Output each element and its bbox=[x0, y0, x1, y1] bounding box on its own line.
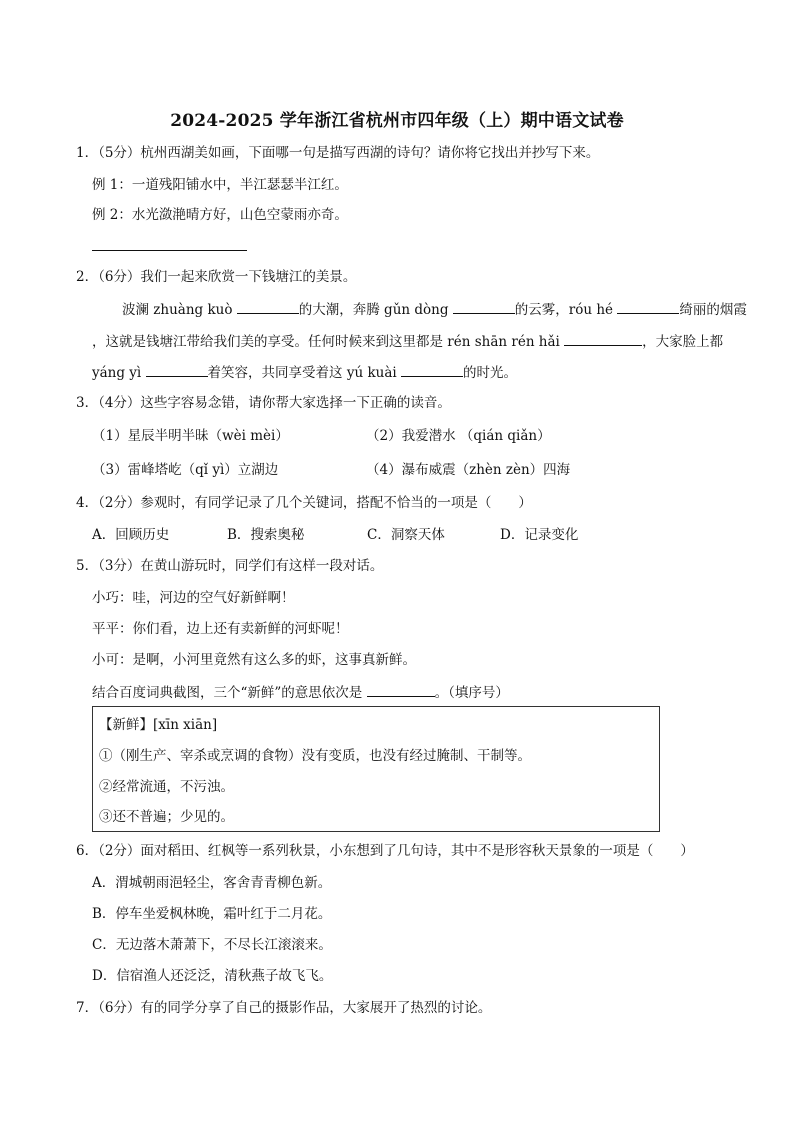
q1-example-2: 例 2：水光潋滟晴方好，山色空蒙雨亦奇。 bbox=[92, 207, 348, 223]
q2-blank-yangyi[interactable] bbox=[146, 362, 208, 377]
q1-example-1: 例 1：一道残阳铺水中，半江瑟瑟半江红。 bbox=[92, 177, 348, 193]
q3-stem: 3．（4分）这些字容易念错，请你帮大家选择一下正确的读音。 bbox=[76, 395, 451, 411]
q2-text: 的云雾，róu hé bbox=[514, 302, 618, 318]
q2-stem: 2．（6分）我们一起来欣赏一下钱塘江的美景。 bbox=[76, 269, 357, 285]
q5-stem: 5．（3分）在黄山游玩时，同学们有这样一段对话。 bbox=[76, 558, 384, 574]
q4-stem: 4．（2分）参观时，有同学记录了几个关键词，搭配不恰当的一项是（ ） bbox=[76, 495, 532, 511]
q2-text: 波澜 zhuàng kuò bbox=[122, 302, 237, 318]
dictionary-box bbox=[92, 706, 660, 832]
q2-text: 的大潮，奔腾 gǔn dòng bbox=[298, 302, 453, 318]
q2-blank-renshanrenhai[interactable] bbox=[564, 331, 642, 346]
q4-choice-a[interactable]: A．回顾历史 bbox=[92, 527, 170, 543]
dictionary-meaning-1: ①（刚生产、宰杀或烹调的食物）没有变质，也没有经过腌制、干制等。 bbox=[99, 748, 531, 764]
q5-question bbox=[92, 682, 509, 702]
q2-text: 着笑容，共同享受着这 yú kuài bbox=[207, 365, 401, 381]
q6-choice-b[interactable]: B．停车坐爱枫林晚，霜叶红于二月花。 bbox=[92, 906, 332, 922]
q5-dialogue-1: 小巧：哇，河边的空气好新鲜啊！ bbox=[92, 590, 295, 606]
q2-blank-rouhe[interactable] bbox=[617, 299, 679, 314]
q6-choice-c[interactable]: C．无边落木萧萧下，不尽长江滚滚来。 bbox=[92, 937, 332, 953]
q5-dialogue-3: 小可：是啊，小河里竟然有这么多的虾，这事真新鲜。 bbox=[92, 652, 416, 668]
q6-choice-d[interactable]: D．信宿渔人还泛泛，清秋燕子故飞飞。 bbox=[92, 968, 333, 984]
q1-answer-line[interactable] bbox=[92, 236, 247, 256]
q2-text: yáng yì bbox=[92, 365, 146, 381]
dictionary-meaning-3: ③还不普遍；少见的。 bbox=[99, 809, 234, 825]
q6-stem: 6．（2分）面对稻田、红枫等一系列秋景，小东想到了几句诗，其中不是形容秋天景象的一项是（ ） bbox=[76, 843, 694, 859]
q2-blank-gundong[interactable] bbox=[453, 299, 515, 314]
q2-passage-line-2 bbox=[92, 331, 723, 351]
q3-option-3: （3）雷峰塔屹（qǐ yì）立湖边 bbox=[92, 462, 279, 478]
q5-text: 结合百度词典截图，三个“新鲜”的意思依次是 bbox=[92, 685, 367, 701]
q2-text: ，大家脸上都 bbox=[642, 334, 724, 350]
dictionary-meaning-2: ②经常流通，不污浊。 bbox=[99, 779, 234, 795]
q2-passage-line-1 bbox=[122, 299, 747, 319]
q3-option-2: （2）我爱潜水 （qián qiǎn） bbox=[366, 428, 551, 444]
q2-text: 绮丽的烟霞 bbox=[679, 302, 747, 318]
q6-choice-a[interactable]: A．渭城朝雨浥轻尘，客舍青青柳色新。 bbox=[92, 875, 332, 891]
q2-blank-yukuai[interactable] bbox=[401, 362, 463, 377]
q1-stem: 1．（5分）杭州西湖美如画，下面哪一句是描写西湖的诗句？请你将它找出并抄写下来。 bbox=[76, 145, 600, 161]
q2-text: 的时光。 bbox=[462, 365, 517, 381]
exam-title: 2024-2025 学年浙江省杭州市四年级（上）期中语文试卷 bbox=[170, 111, 624, 131]
dictionary-headword: 【新鲜】[xīn xiān] bbox=[99, 717, 218, 733]
q7-stem: 7．（6分）有的同学分享了自己的摄影作品，大家展开了热烈的讨论。 bbox=[76, 1000, 492, 1016]
q3-option-1: （1）星辰半明半昧（wèi mèi） bbox=[92, 428, 289, 444]
q5-answer-blank[interactable] bbox=[367, 682, 435, 697]
q4-choice-d[interactable]: D．记录变化 bbox=[500, 527, 579, 543]
q2-passage-line-3 bbox=[92, 362, 517, 382]
q5-dialogue-2: 平平：你们看，边上还有卖新鲜的河虾呢！ bbox=[92, 621, 349, 637]
q3-option-4: （4）瀑布威震（zhèn zèn）四海 bbox=[366, 462, 571, 478]
q4-choice-c[interactable]: C．洞察天体 bbox=[367, 527, 445, 543]
q5-text: 。（填序号） bbox=[434, 685, 509, 701]
q2-text: ，这就是钱塘江带给我们美的享受。任何时候来到这里都是 rén shān rén hǎi bbox=[92, 334, 565, 350]
q4-choice-b[interactable]: B．搜索奥秘 bbox=[227, 527, 305, 543]
q2-blank-zhuangkuo[interactable] bbox=[237, 299, 299, 314]
